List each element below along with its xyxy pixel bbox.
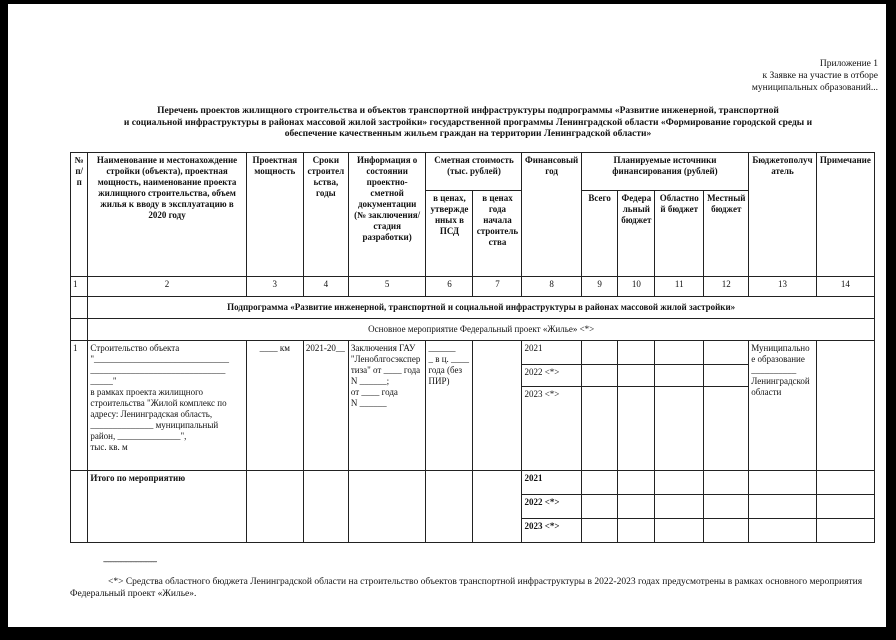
empty-cell [749,495,816,519]
empty-cell [816,495,874,519]
empty-cell [618,495,655,519]
row-cost-start [473,341,522,471]
empty-cell [749,519,816,543]
appendix-line-2: к Заявке на участие в отборе [762,71,878,81]
document-page [8,4,886,627]
empty-cell [426,471,473,543]
empty-cell [618,341,655,365]
column-numbers-row [71,277,875,297]
empty-cell [655,519,704,543]
empty-cell [581,341,618,365]
empty-cell [655,495,704,519]
col-number: 3 [246,277,303,297]
empty-cell [581,495,618,519]
header-fin-year: Финансовый год [522,153,581,277]
empty-cell [816,519,874,543]
title-line-1: Перечень проектов жилищного строительства и объектов транспортной инфраструктуры подпрограммы «Развитие инженерной, транспортной [157,106,779,116]
col-number: 7 [473,277,522,297]
header-regional: Областной бюджет [655,191,704,277]
empty-cell [581,519,618,543]
row-year: 2022 <*> [522,365,581,387]
empty-cell [348,471,426,543]
row-note [816,341,874,471]
empty-cell [618,387,655,471]
header-psd-info: Информация о состоянии проектно-сметной документации (№ заключения/стадия разработки) [348,153,426,277]
empty-cell [618,519,655,543]
total-year: 2022 <*> [522,495,581,519]
header-recipient: Бюджетополучатель [749,153,816,277]
empty-cell [581,387,618,471]
empty-cell [655,365,704,387]
empty-cell [246,471,303,543]
col-number: 2 [88,277,246,297]
empty-cell [704,387,749,471]
col-number: 1 [71,277,88,297]
col-number: 14 [816,277,874,297]
projects-table [70,152,875,543]
row-year: 2021 [522,341,581,365]
empty-cell [655,341,704,365]
row-psd-info: Заключения ГАУ "Леноблгосэкспертиза" от ____ года N ______; от ____ года N ______ [348,341,426,471]
header-local: Местный бюджет [704,191,749,277]
col-number: 9 [581,277,618,297]
empty-cell [581,471,618,495]
empty-cell [618,365,655,387]
subprogram-title: Подпрограмма «Развитие инженерной, транспортной и социальной инфраструктуры в районах массовой жилой застройки» [88,297,875,319]
empty-cell [816,471,874,495]
empty-cell [655,471,704,495]
measure-row [71,319,875,341]
empty-cell [704,341,749,365]
header-row-1 [71,153,875,191]
total-label: Итого по мероприятию [88,471,246,543]
header-cost-start: в ценах года начала строительства [473,191,522,277]
header-terms: Сроки строительства, годы [303,153,348,277]
header-name: Наименование и местонахождение стройки (объекта), проектная мощность, наименование проекта жилищного строительства, объем жилья к вводу в эксплуатацию в 2020 году [88,153,246,277]
empty-cell [71,319,88,341]
empty-cell [749,471,816,495]
appendix-line-3: муниципальных образований... [751,83,878,93]
col-number: 10 [618,277,655,297]
col-number: 11 [655,277,704,297]
total-year: 2021 [522,471,581,495]
total-row [71,471,875,495]
empty-cell [704,519,749,543]
col-number: 6 [426,277,473,297]
document-title [68,106,868,141]
measure-title: Основное мероприятие Федеральный проект «Жилье» <*> [88,319,875,341]
col-number: 13 [749,277,816,297]
col-number: 12 [704,277,749,297]
empty-cell [581,365,618,387]
header-cost: Сметная стоимость (тыс. рублей) [426,153,522,191]
empty-cell [618,471,655,495]
row-num: 1 [71,341,88,471]
title-line-2: и социальной инфраструктуры в районах массовой жилой застройки» государственной программы Ленинградской области «Формирование городской среды и [123,117,813,128]
empty-cell [303,471,348,543]
row-name: Строительство объекта "______________________________ ______________________________ _____" в рамках проекта жилищного строительства "Жилой комплекс по адресу: Ленинградская область, ______________ муниципальный район, ______________", тыс. кв. м [88,341,246,471]
appendix-note [752,58,878,94]
header-num: № п/п [71,153,88,277]
project-row [71,341,875,365]
col-number: 4 [303,277,348,297]
empty-cell [473,471,522,543]
header-note: Примечание [816,153,874,277]
row-cost-psd: ______ _ в ц. ____ года (без ПИР) [426,341,473,471]
col-number: 8 [522,277,581,297]
subprogram-row [71,297,875,319]
empty-cell [704,365,749,387]
header-cost-psd: в ценах, утвержденных в ПСД [426,191,473,277]
footnote: <*> Средства областного бюджета Ленинградской области на строительство объектов транспортной инфраструктуры в 2022-2023 годах предусмотрены в рамках основного мероприятия Федеральный проект «Жилье». [70,577,863,599]
empty-cell [704,471,749,495]
footnote-separator: -------------------------------- [103,557,157,566]
row-terms: 2021-20__ [303,341,348,471]
empty-cell [704,495,749,519]
total-year: 2023 <*> [522,519,581,543]
title-line-3: обеспечение качественным жильем граждан на территории Ленинградской области» [284,129,652,139]
appendix-line-1: Приложение 1 [819,59,878,69]
row-capacity: ____ км [246,341,303,471]
empty-cell [71,297,88,319]
row-year: 2023 <*> [522,387,581,471]
col-number: 5 [348,277,426,297]
header-federal: Федеральный бюджет [618,191,655,277]
header-capacity: Проектная мощность [246,153,303,277]
header-sources: Планируемые источники финансирования (рублей) [581,153,749,191]
empty-cell [71,471,88,543]
row-recipient: Муниципальное образование __________ Ленинградской области [749,341,816,471]
empty-cell [655,387,704,471]
header-total: Всего [581,191,618,277]
